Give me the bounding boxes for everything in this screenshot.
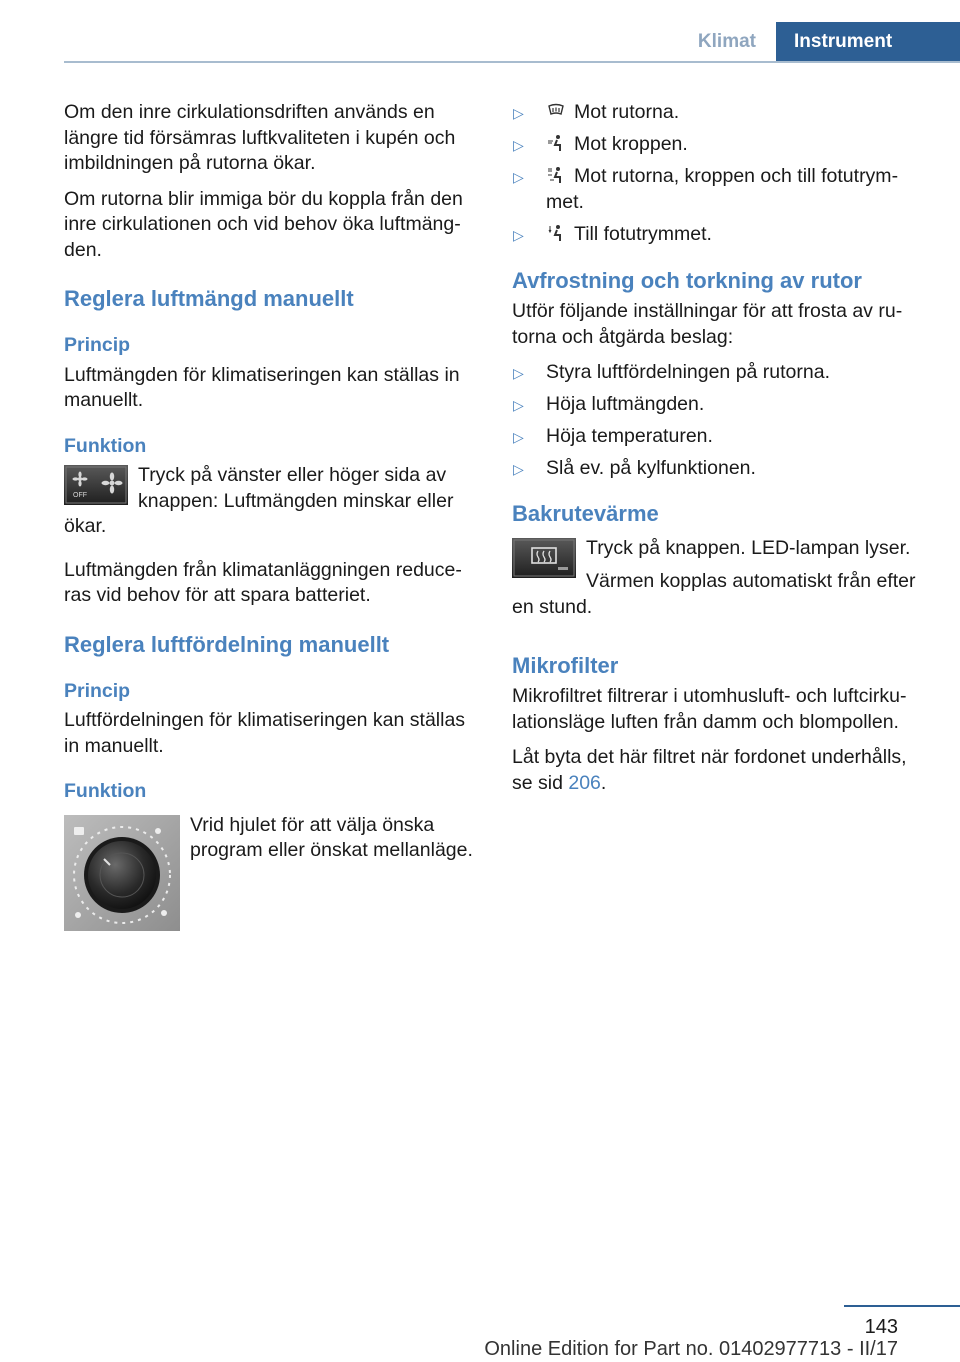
section-title-defrost: Avfrostning och torkning av rutor	[512, 268, 862, 293]
distribution-text: Till fotutrymmet.	[574, 222, 712, 245]
bullet-triangle-icon: ▷	[513, 169, 524, 185]
page-number: 143	[864, 1316, 898, 1338]
edition-note: Online Edition for Part no. 01402977713 - II/17	[484, 1338, 898, 1360]
bullet-triangle-icon: ▷	[513, 461, 524, 477]
air-volume-note: Luftmängden från klimatanläggningen reduceras vid behov för att spara batteriet.	[64, 558, 462, 606]
bullet-triangle-icon: ▷	[513, 365, 524, 381]
function-block-2	[64, 813, 480, 935]
defrost-steps	[512, 360, 928, 482]
tab-instrument[interactable]: Instrument	[776, 22, 960, 62]
button-off-label: OFF	[73, 492, 87, 499]
principle-text-2: Luftfördelningen för klimatiseringen kan ställas in manuellt.	[64, 709, 466, 757]
function-heading-2: Funktion	[64, 780, 147, 802]
tab-klimat[interactable]: Klimat	[697, 31, 756, 52]
bullet-triangle-icon: ▷	[513, 397, 524, 413]
function-block-1	[64, 463, 480, 550]
defrost-step-text: Höja luftmängden.	[546, 393, 705, 415]
body-airflow-icon	[546, 134, 566, 152]
defrost-step-text: Höja temperaturen.	[546, 425, 713, 447]
left-column	[64, 100, 480, 935]
list-item	[512, 222, 928, 248]
bullet-triangle-icon: ▷	[513, 137, 524, 153]
section-title-rear-window: Bakrutevärme	[512, 500, 659, 526]
section-title-microfilter: Mikrofilter	[512, 653, 619, 678]
page-reference-link[interactable]: 206	[568, 771, 601, 794]
air-volume-button-icon	[64, 465, 128, 505]
intro-paragraph-2: Om rutorna blir immiga bör du koppla från den inre cirkulationen och vid behov öka luftmängden.	[64, 187, 463, 261]
section-title-air-volume: Reglera luftmängd manuellt	[64, 286, 354, 311]
distribution-list	[512, 100, 928, 247]
footwell-airflow-icon	[546, 224, 566, 242]
list-item	[512, 360, 928, 386]
list-item	[512, 164, 928, 215]
distribution-text: Mot rutorna.	[574, 101, 680, 123]
header-tabs	[678, 22, 960, 62]
list-item	[512, 456, 928, 482]
footer-rule	[844, 1305, 960, 1307]
bullet-triangle-icon: ▷	[513, 226, 524, 243]
distribution-dial-icon	[64, 815, 180, 931]
rear-window-defrost-button-icon	[512, 538, 576, 578]
section-title-air-distribution: Reglera luftfördelning manuellt	[64, 631, 390, 657]
rear-window-block	[512, 536, 928, 631]
function-text-1: Tryck på vänster eller höger sida av knappen: Luftmängden minskar eller ökar.	[64, 464, 454, 537]
list-item	[512, 424, 928, 450]
principle-heading-1: Princip	[64, 334, 131, 356]
bullet-triangle-icon: ▷	[513, 429, 524, 445]
rear-window-text-1: Tryck på knappen. LED-lampan lyser.	[586, 536, 911, 559]
principle-heading-2: Princip	[64, 679, 131, 702]
distribution-text: Mot kroppen.	[574, 133, 688, 155]
microfilter-text-2	[512, 745, 928, 796]
bullet-triangle-icon: ▷	[513, 105, 524, 121]
defrost-step-text: Styra luftfördelningen på rutorna.	[546, 361, 831, 383]
right-column	[512, 100, 928, 806]
microfilter-text-2-start: Låt byta det här filtret när fordonet underhålls, se sid	[512, 746, 907, 794]
header-rule	[64, 61, 960, 63]
distribution-text: Mot rutorna, kroppen och till fotutrymmet.	[546, 165, 899, 213]
function-text-2: Vrid hjulet för att välja önska program eller önskat mellanläge.	[190, 813, 473, 861]
principle-text-1: Luftmängden för klimatiseringen kan ställas in manuellt.	[64, 363, 460, 411]
all-airflow-icon	[546, 166, 566, 184]
windshield-airflow-icon	[546, 102, 566, 120]
intro-paragraph-1: Om den inre cirkulationsdriften används en längre tid försämras luftkvaliteten i kupén och imbildningen på rutorna ökar.	[64, 101, 456, 174]
list-item	[512, 100, 928, 126]
function-heading-1: Funktion	[64, 434, 147, 457]
microfilter-text-1: Mikrofiltret filtrerar i utomhusluft- och luftcirkulationsläge luften från damm och blompollen.	[512, 685, 907, 733]
rear-window-text-2: Värmen kopplas automatiskt från efter en stund.	[512, 570, 916, 618]
defrost-step-text: Slå ev. på kylfunktionen.	[546, 457, 756, 479]
list-item	[512, 392, 928, 418]
list-item	[512, 132, 928, 158]
defrost-intro: Utför följande inställningar för att frosta av rutorna och åtgärda beslag:	[512, 300, 903, 348]
microfilter-text-2-end: .	[600, 771, 607, 794]
